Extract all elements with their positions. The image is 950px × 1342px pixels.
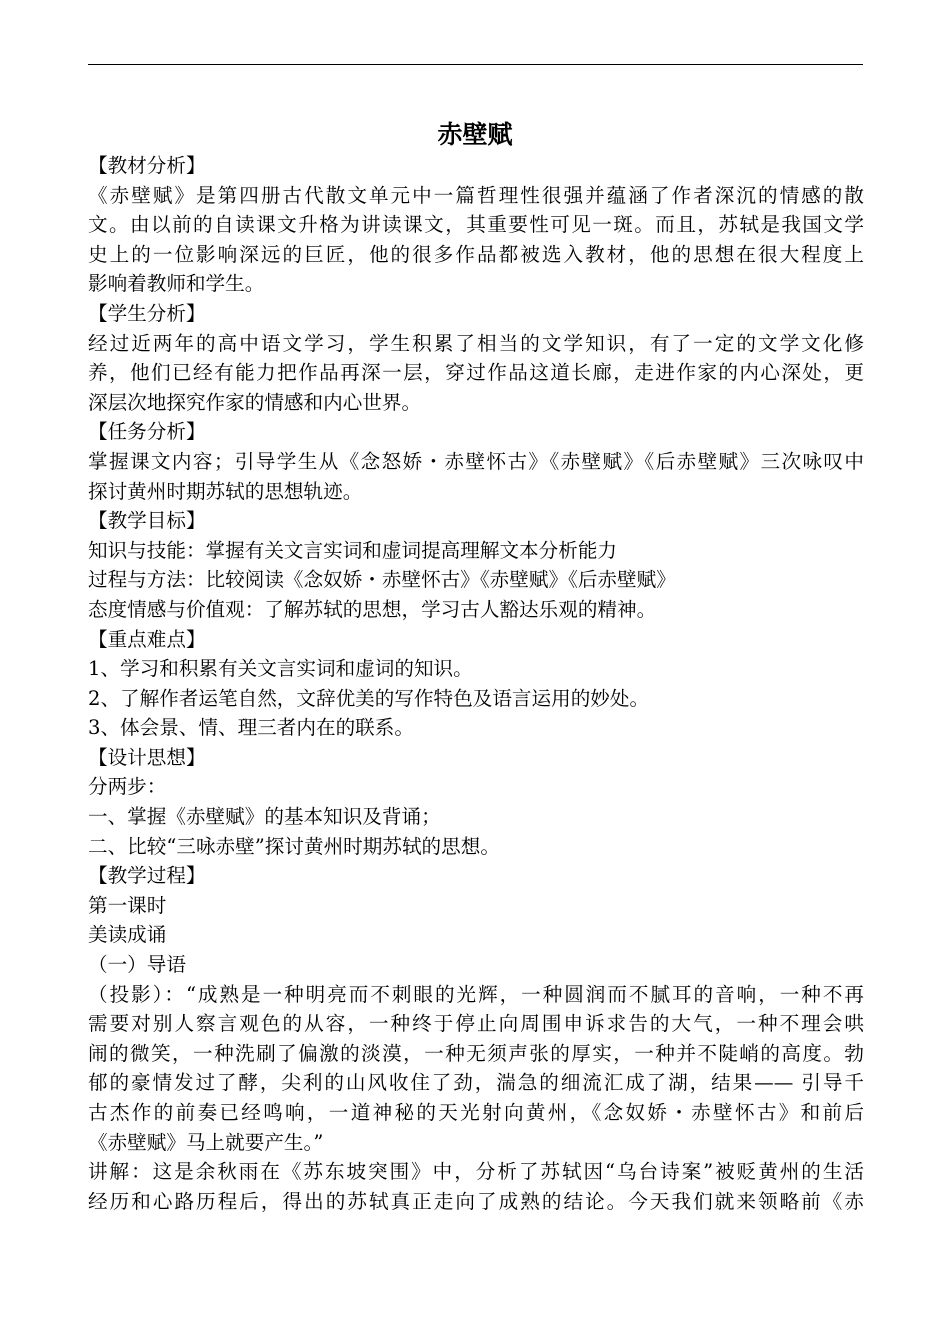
text-line: （一）导语 (88, 953, 186, 977)
text-line: 古杰作的前奏已经鸣响，一道神秘的天光射向黄州，《念奴娇・赤壁怀古》和前后 (88, 1101, 864, 1124)
header-rule (88, 64, 863, 65)
text-line: 知识与技能：掌握有关文言实词和虚词提高理解文本分析能力 (88, 538, 618, 562)
text-line: 史上的一位影响深远的巨匠，他的很多作品都被选入教材，他的思想在很大程度上 (88, 242, 864, 266)
document-body (88, 151, 864, 1216)
text-line: 《赤壁赋》马上就要产生。” (88, 1130, 324, 1154)
text-line: 掌握课文内容；引导学生从《念怒娇・赤壁怀古》《赤壁赋》《后赤壁赋》三次咏叹中 (88, 449, 864, 473)
text-line: 需要对别人察言观色的从容，一种终于停止向周围申诉求告的大气，一种不理会哄 (88, 1012, 864, 1036)
text-line: 态度情感与价值观：了解苏轼的思想，学习古人豁达乐观的精神。 (88, 597, 657, 621)
text-line: 深层次地探究作家的情感和内心世界。 (88, 390, 422, 414)
text-line: 【设计思想】 (88, 745, 206, 769)
text-line: 一、掌握《赤壁赋》的基本知识及背诵； (88, 805, 441, 829)
text-line: 影响着教师和学生。 (88, 272, 265, 296)
text-line: 养，他们已经有能力把作品再深一层，穿过作品这道长廊，走进作家的内心深处，更 (88, 361, 864, 385)
text-line: 【任务分析】 (88, 420, 206, 444)
text-line: 文。由以前的自读课文升格为讲读课文，其重要性可见一斑。而且，苏轼是我国文学 (88, 213, 864, 237)
text-line: 【教学目标】 (88, 509, 206, 533)
text-line: 3、体会景、情、理三者内在的联系。 (88, 716, 414, 740)
text-line: 【教材分析】 (88, 154, 206, 177)
text-line: 2、了解作者运笔自然，文辞优美的写作特色及语言运用的妙处。 (88, 686, 650, 710)
text-line: 第一课时 (88, 893, 167, 917)
text-line: 二、比较“三咏赤壁”探讨黄州时期苏轼的思想。 (88, 834, 500, 858)
text-line: 分两步： (88, 775, 167, 799)
text-line: 【教学过程】 (88, 864, 206, 888)
text-line: （投影）：“成熟是一种明亮而不刺眼的光辉，一种圆润而不腻耳的音响，一种不再 (88, 982, 864, 1006)
text-line: 郁的豪情发过了酵，尖利的山风收住了劲，湍急的细流汇成了湖，结果—— 引导千 (88, 1071, 864, 1095)
text-line: 【重点难点】 (88, 627, 206, 651)
text-line: 经历和心路历程后，得出的苏轼真正走向了成熟的结论。今天我们就来领略前《赤 (88, 1189, 864, 1213)
text-line: 探讨黄州时期苏轼的思想轨迹。 (88, 479, 363, 503)
text-line: 《赤壁赋》是第四册古代散文单元中一篇哲理性很强并蕴涵了作者深沉的情感的散 (88, 183, 864, 207)
document-title: 赤壁赋 (437, 120, 513, 149)
text-line: 过程与方法：比较阅读《念奴娇・赤壁怀古》《赤壁赋》《后赤壁赋》 (88, 568, 676, 592)
text-line: 经过近两年的高中语文学习，学生积累了相当的文学知识，有了一定的文学文化修 (88, 331, 864, 355)
text-line: 【学生分析】 (88, 301, 206, 325)
text-line: 讲解：这是余秋雨在《苏东坡突围》中，分析了苏轼因“乌台诗案”被贬黄州的生活 (88, 1160, 864, 1184)
text-line: 美读成诵 (88, 923, 167, 947)
text-line: 闹的微笑，一种洗刷了偏激的淡漠，一种无须声张的厚实，一种并不陡峭的高度。勃 (88, 1041, 864, 1065)
text-line: 1、学习和积累有关文言实词和虚词的知识。 (88, 657, 473, 681)
